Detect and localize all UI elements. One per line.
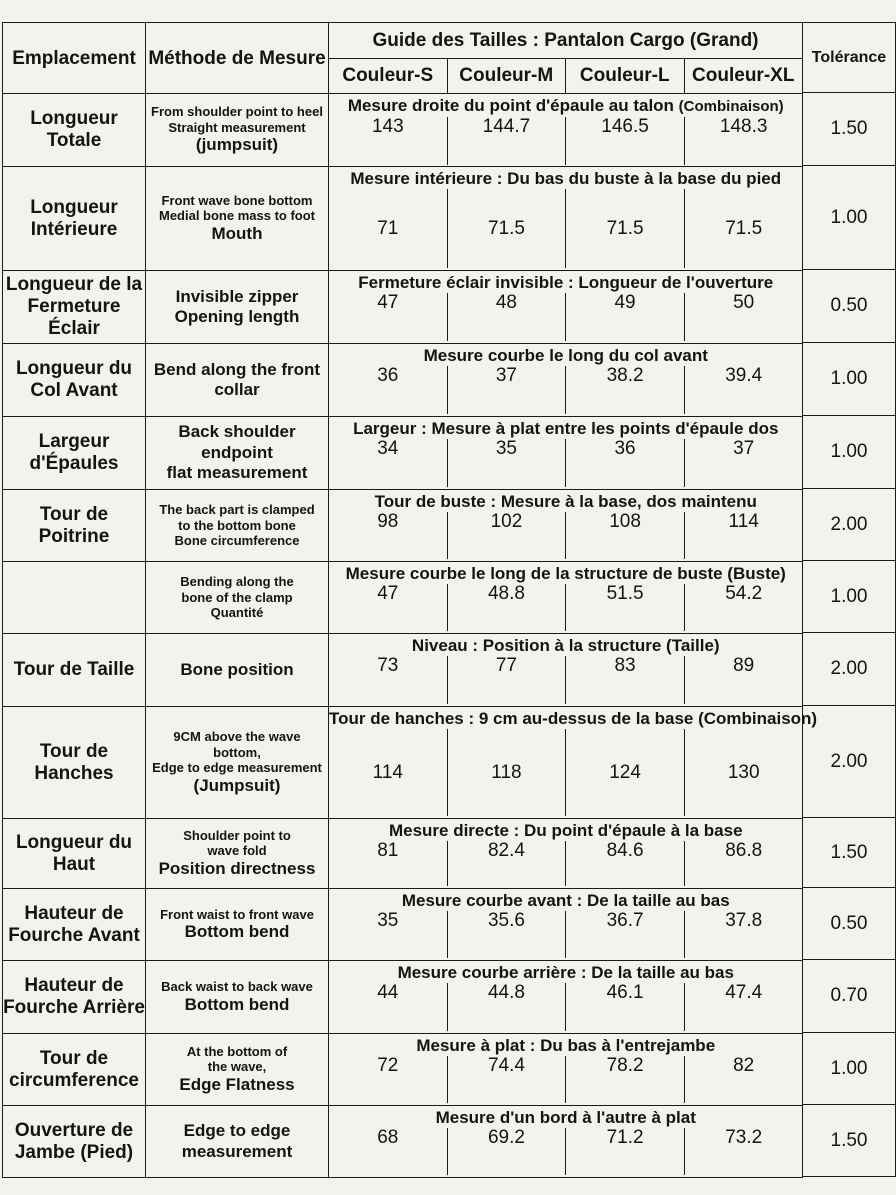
description-text: Mesure à plat : Du bas à l'entrejambe bbox=[416, 1036, 716, 1055]
tolerance-row bbox=[803, 489, 896, 561]
size-value-l: 49 bbox=[566, 293, 685, 341]
row-location: Longueur Totale bbox=[3, 94, 146, 167]
method-line: Bending along the bbox=[180, 574, 294, 590]
row-description bbox=[329, 167, 803, 189]
row-location: Longueur de la Fermeture Éclair bbox=[3, 271, 146, 344]
row-location: Tour de Hanches bbox=[3, 707, 146, 819]
row-description bbox=[329, 961, 803, 983]
row-tolerance: 1.00 bbox=[803, 343, 896, 416]
size-value-l: 71.5 bbox=[566, 189, 685, 268]
header-row bbox=[3, 23, 803, 59]
description-text: Mesure droite du point d'épaule au talon bbox=[347, 96, 674, 115]
size-value-xl: 82 bbox=[733, 1055, 755, 1076]
method-line: flat measurement bbox=[166, 463, 308, 483]
header-size-l: Couleur-L bbox=[566, 59, 685, 93]
size-value-m: 118 bbox=[448, 729, 567, 816]
method-line: Opening length bbox=[174, 307, 300, 326]
row-description bbox=[329, 271, 803, 293]
size-value-s: 114 bbox=[329, 729, 448, 816]
size-value-m: 48 bbox=[448, 293, 567, 341]
header-method: Méthode de Mesure bbox=[146, 23, 329, 94]
row-tolerance: 1.00 bbox=[803, 166, 896, 270]
size-value-m: 35.6 bbox=[448, 911, 567, 958]
row-data bbox=[329, 961, 803, 1034]
size-value-xl: 86.8 bbox=[725, 840, 763, 861]
row-description bbox=[329, 1034, 803, 1056]
row-location: Tour de Taille bbox=[3, 634, 146, 707]
row-tolerance: 0.70 bbox=[803, 960, 896, 1033]
row-method bbox=[146, 819, 329, 889]
row-description bbox=[329, 94, 803, 117]
tolerance-row bbox=[803, 166, 896, 270]
size-value-xl: 39.4 bbox=[725, 365, 763, 386]
row-description bbox=[329, 819, 803, 841]
method-line: Bone circumference bbox=[174, 533, 300, 549]
row-description bbox=[329, 1106, 803, 1128]
row-location: Tour de circumference bbox=[3, 1034, 146, 1106]
row-tolerance: 1.50 bbox=[803, 818, 896, 888]
row-method bbox=[146, 889, 329, 961]
method-line: Quantité bbox=[210, 605, 264, 621]
row-location: Hauteur de Fourche Avant bbox=[3, 889, 146, 961]
method-line: (jumpsuit) bbox=[195, 135, 279, 155]
description-text: Mesure courbe le long de la structure de buste (Buste) bbox=[345, 564, 786, 583]
method-line: (Jumpsuit) bbox=[193, 775, 281, 795]
table-row bbox=[3, 490, 803, 562]
size-value-l: 36.7 bbox=[566, 911, 685, 958]
row-method bbox=[146, 271, 329, 344]
tolerance-row bbox=[803, 561, 896, 633]
size-value-m: 69.2 bbox=[448, 1128, 567, 1175]
row-method bbox=[146, 167, 329, 271]
description-text: Tour de buste : Mesure à la base, dos maintenu bbox=[374, 492, 757, 511]
method-line: bottom, bbox=[213, 744, 261, 760]
row-description bbox=[329, 889, 803, 911]
tolerance-row bbox=[803, 888, 896, 960]
size-value-xl: 37 bbox=[733, 438, 755, 459]
row-description bbox=[329, 562, 803, 584]
row-method bbox=[146, 344, 329, 417]
row-location: Largeur d'Épaules bbox=[3, 417, 146, 490]
row-tolerance: 1.00 bbox=[803, 416, 896, 489]
row-data bbox=[329, 490, 803, 562]
size-value-xl: 71.5 bbox=[725, 218, 763, 239]
method-line: 9CM above the wave bbox=[173, 728, 301, 744]
size-value-xl: 114 bbox=[728, 511, 759, 532]
method-line: Bottom bend bbox=[184, 994, 290, 1014]
row-data bbox=[329, 562, 803, 634]
size-value-m: 71.5 bbox=[448, 189, 567, 268]
method-line: Front waist to front wave bbox=[160, 906, 314, 922]
row-method bbox=[146, 490, 329, 562]
row-data bbox=[329, 1034, 803, 1106]
row-description bbox=[329, 417, 803, 439]
tolerance-row bbox=[803, 1033, 896, 1105]
row-tolerance: 1.50 bbox=[803, 93, 896, 166]
table-row bbox=[3, 1034, 803, 1106]
size-value-s: 36 bbox=[329, 366, 448, 414]
row-method bbox=[146, 961, 329, 1034]
tolerance-row bbox=[803, 270, 896, 343]
row-data bbox=[329, 1106, 803, 1178]
header-guide-title: Guide des Tailles : Pantalon Cargo (Grand) bbox=[329, 23, 803, 59]
method-line: Edge to edge measurement bbox=[152, 760, 322, 776]
row-data bbox=[329, 167, 803, 271]
size-value-s: 71 bbox=[329, 189, 448, 268]
size-value-m: 77 bbox=[448, 656, 567, 704]
description-text: Mesure directe : Du point d'épaule à la base bbox=[388, 821, 743, 840]
row-description bbox=[329, 490, 803, 512]
row-location: Longueur du Haut bbox=[3, 819, 146, 889]
size-value-l: 124 bbox=[566, 729, 685, 816]
row-tolerance: 1.50 bbox=[803, 1105, 896, 1177]
method-line: Straight measurement bbox=[168, 119, 306, 135]
tolerance-row bbox=[803, 416, 896, 489]
method-line: Back shoulder endpoint bbox=[178, 422, 296, 462]
header-tolerance: Tolérance bbox=[803, 23, 896, 93]
size-value-s: 47 bbox=[329, 293, 448, 341]
description-text: Fermeture éclair invisible : Longueur de l'ouverture bbox=[358, 273, 774, 292]
description-text: Largeur : Mesure à plat entre les points d'épaule dos bbox=[353, 419, 779, 438]
size-value-s: 44 bbox=[329, 983, 448, 1031]
row-method bbox=[146, 1034, 329, 1106]
header-location: Emplacement bbox=[3, 23, 146, 94]
size-value-m: 82.4 bbox=[448, 841, 567, 886]
method-line: Front wave bone bottom bbox=[161, 192, 313, 208]
size-chart-sheet bbox=[2, 22, 818, 1169]
row-method bbox=[146, 707, 329, 819]
table-row bbox=[3, 344, 803, 417]
row-tolerance: 1.00 bbox=[803, 1033, 896, 1105]
size-value-m: 102 bbox=[448, 512, 567, 559]
size-value-xl: 50 bbox=[733, 292, 755, 313]
size-value-s: 47 bbox=[329, 584, 448, 631]
size-value-l: 38.2 bbox=[566, 366, 685, 414]
table-row bbox=[3, 819, 803, 889]
size-value-xl: 73.2 bbox=[725, 1127, 763, 1148]
size-value-m: 35 bbox=[448, 439, 567, 487]
row-tolerance: 1.00 bbox=[803, 561, 896, 633]
table-row bbox=[3, 889, 803, 961]
method-line: At the bottom of bbox=[186, 1043, 288, 1059]
size-value-m: 144.7 bbox=[448, 117, 567, 165]
method-line: Back waist to back wave bbox=[161, 979, 313, 994]
header-size-xl: Couleur-XL bbox=[692, 65, 795, 86]
row-data bbox=[329, 889, 803, 961]
table-row bbox=[3, 417, 803, 490]
description-text: Niveau : Position à la structure (Taille) bbox=[411, 636, 720, 655]
size-value-l: 51.5 bbox=[566, 584, 685, 631]
size-chart-table bbox=[2, 22, 818, 1178]
size-value-s: 35 bbox=[329, 911, 448, 958]
row-location: Tour de Poitrine bbox=[3, 490, 146, 562]
row-description bbox=[329, 707, 818, 729]
row-description bbox=[329, 344, 803, 366]
row-data bbox=[329, 819, 803, 889]
size-value-xl: 54.2 bbox=[725, 583, 763, 604]
method-line: Invisible zipper bbox=[175, 286, 299, 306]
size-value-s: 73 bbox=[329, 656, 448, 704]
size-value-s: 34 bbox=[329, 439, 448, 487]
table-row bbox=[3, 1106, 803, 1178]
size-value-s: 68 bbox=[329, 1128, 448, 1175]
tolerance-row bbox=[803, 960, 896, 1033]
row-method bbox=[146, 94, 329, 167]
row-location: Hauteur de Fourche Arrière bbox=[3, 961, 146, 1034]
size-value-m: 37 bbox=[448, 366, 567, 414]
method-line: Shoulder point to bbox=[183, 827, 291, 843]
size-value-s: 98 bbox=[329, 512, 448, 559]
size-value-l: 71.2 bbox=[566, 1128, 685, 1175]
table-row bbox=[3, 94, 803, 167]
row-method bbox=[146, 634, 329, 707]
tolerance-column bbox=[802, 22, 896, 1169]
size-value-l: 36 bbox=[566, 439, 685, 487]
size-value-l: 108 bbox=[566, 512, 685, 559]
row-data bbox=[329, 707, 818, 819]
method-line: collar bbox=[214, 380, 260, 399]
size-value-s: 143 bbox=[329, 117, 448, 165]
method-line: Medial bone mass to foot bbox=[158, 208, 315, 224]
method-line: wave fold bbox=[207, 843, 267, 859]
method-line: The back part is clamped bbox=[159, 502, 315, 518]
row-tolerance: 0.50 bbox=[803, 270, 896, 343]
description-text: Mesure courbe le long du col avant bbox=[423, 346, 708, 365]
size-value-m: 48.8 bbox=[448, 584, 567, 631]
size-value-l: 78.2 bbox=[566, 1056, 685, 1103]
description-text: Mesure courbe arrière : De la taille au bas bbox=[397, 963, 734, 982]
method-line: measurement bbox=[181, 1141, 293, 1161]
row-location bbox=[3, 562, 146, 634]
description-text: Tour de hanches : 9 cm au-dessus de la base (Combinaison) bbox=[329, 709, 818, 728]
description-text: Mesure courbe avant : De la taille au bas bbox=[401, 891, 730, 910]
size-value-xl: 37.8 bbox=[725, 910, 763, 931]
method-line: Mouth bbox=[211, 223, 263, 243]
method-line: the wave, bbox=[207, 1059, 267, 1075]
table-row bbox=[3, 271, 803, 344]
description-note: (Combinaison) bbox=[678, 98, 784, 115]
tolerance-row bbox=[803, 633, 896, 706]
table-row bbox=[3, 707, 803, 819]
row-description bbox=[329, 634, 803, 656]
size-value-xl: 47.4 bbox=[725, 982, 763, 1003]
row-location: Longueur du Col Avant bbox=[3, 344, 146, 417]
method-line: Position directness bbox=[158, 858, 316, 878]
table-row bbox=[3, 562, 803, 634]
method-line: Edge Flatness bbox=[179, 1074, 295, 1094]
tolerance-row bbox=[803, 1105, 896, 1177]
description-text: Mesure d'un bord à l'autre à plat bbox=[435, 1108, 696, 1127]
header-sizes bbox=[329, 59, 803, 94]
method-line: Bottom bend bbox=[184, 922, 290, 942]
row-tolerance: 2.00 bbox=[803, 633, 896, 706]
method-line: to the bottom bone bbox=[178, 517, 296, 533]
row-data bbox=[329, 344, 803, 417]
method-line: Bone position bbox=[180, 659, 294, 679]
method-line: Edge to edge bbox=[183, 1121, 291, 1141]
row-location: Longueur Intérieure bbox=[3, 167, 146, 271]
tolerance-row bbox=[803, 343, 896, 416]
method-line: Bend along the front bbox=[153, 359, 321, 379]
size-value-xl: 148.3 bbox=[719, 116, 768, 137]
row-tolerance: 2.00 bbox=[803, 706, 896, 818]
method-line: From shoulder point to heel bbox=[151, 104, 323, 120]
row-method bbox=[146, 1106, 329, 1178]
size-value-xl: 89 bbox=[733, 655, 755, 676]
row-tolerance: 2.00 bbox=[803, 489, 896, 561]
table-row bbox=[3, 634, 803, 707]
size-value-m: 44.8 bbox=[448, 983, 567, 1031]
row-data bbox=[329, 271, 803, 344]
description-text: Mesure intérieure : Du bas du buste à la base du pied bbox=[350, 169, 782, 188]
size-value-l: 146.5 bbox=[566, 117, 685, 165]
tolerance-row bbox=[803, 706, 896, 818]
row-method bbox=[146, 562, 329, 634]
table-row bbox=[3, 167, 803, 271]
header-size-s: Couleur-S bbox=[329, 59, 448, 93]
row-tolerance: 0.50 bbox=[803, 888, 896, 960]
tolerance-row bbox=[803, 93, 896, 166]
method-line: bone of the clamp bbox=[181, 589, 293, 605]
size-value-m: 74.4 bbox=[448, 1056, 567, 1103]
size-value-l: 83 bbox=[566, 656, 685, 704]
row-data bbox=[329, 634, 803, 707]
size-value-s: 72 bbox=[329, 1056, 448, 1103]
tolerance-row bbox=[803, 818, 896, 888]
size-value-l: 84.6 bbox=[566, 841, 685, 886]
row-data bbox=[329, 94, 803, 167]
size-value-xl: 130 bbox=[727, 762, 760, 783]
row-data bbox=[329, 417, 803, 490]
size-value-s: 81 bbox=[329, 841, 448, 886]
table-row bbox=[3, 961, 803, 1034]
row-method bbox=[146, 417, 329, 490]
size-value-l: 46.1 bbox=[566, 983, 685, 1031]
header-size-m: Couleur-M bbox=[448, 59, 567, 93]
row-location: Ouverture de Jambe (Pied) bbox=[3, 1106, 146, 1178]
